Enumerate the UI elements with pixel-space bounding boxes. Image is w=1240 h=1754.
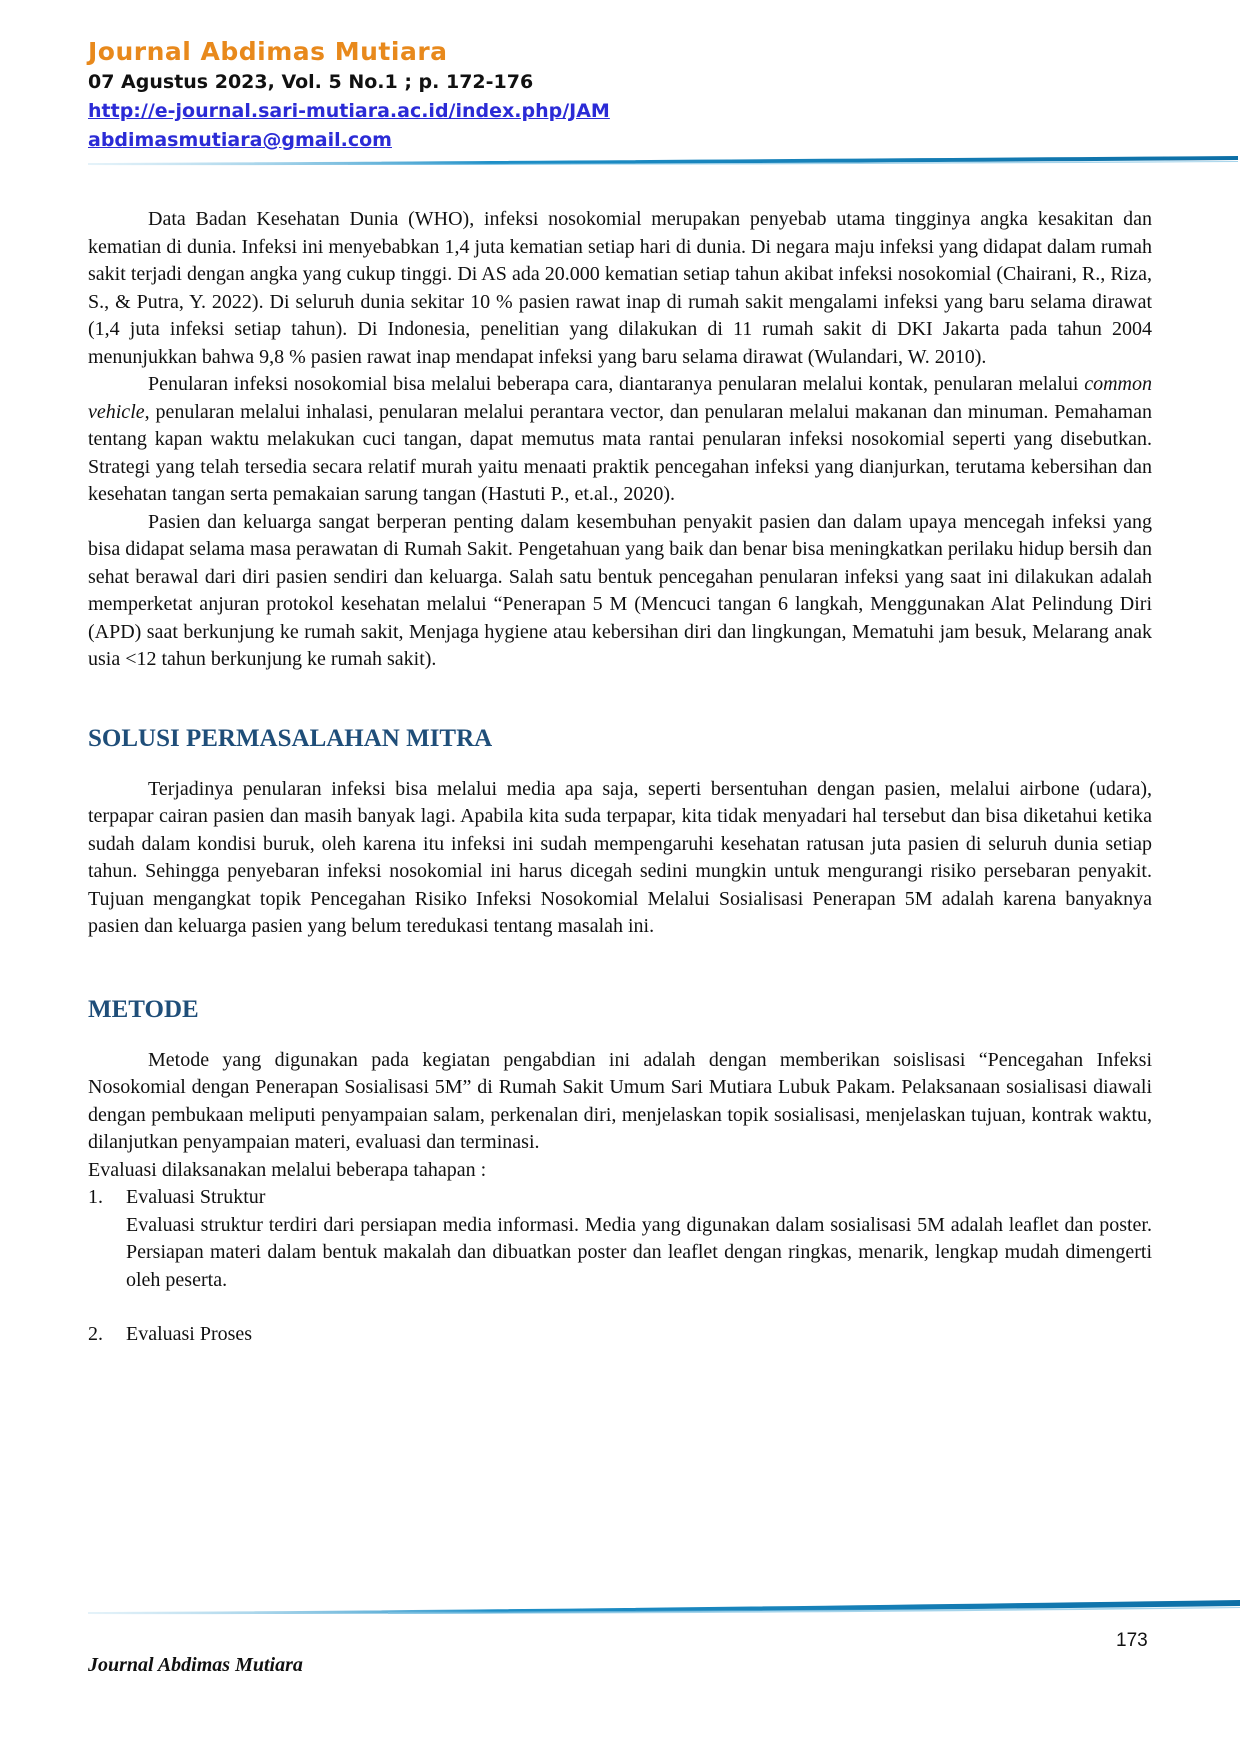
header-divider xyxy=(88,154,1238,172)
list-number: 1. xyxy=(88,1186,103,1208)
article-body xyxy=(88,206,1152,1349)
page-number: 173 xyxy=(1116,1630,1148,1651)
journal-header xyxy=(88,36,1188,155)
paragraph: Penularan infeksi nosokomial bisa melalui beberapa cara, diantaranya penularan melalui kontak, penularan melalui common vehicle, penularan melalui inhalasi, penularan melalui perantara vector, dan penularan melalui makanan dan minuman. Pemahaman tentang kapan waktu melakukan cuci tangan, dapat memutus mata rantai penularan infeksi nosokomial seperti yang disebutkan. Strategi yang telah tersedia secara relatif murah yaitu menaati praktik pencegahan infeksi yang dianjurkan, terutama kebersihan dan kesehatan tangan serta pemakaian sarung tangan (Hastuti P., et.al., 2020). xyxy=(88,373,1152,505)
journal-url-link[interactable]: http://e-journal.sari-mutiara.ac.id/index.php/JAM xyxy=(88,100,610,122)
footer-journal-title: Journal Abdimas Mutiara xyxy=(88,1654,303,1676)
paragraph: Data Badan Kesehatan Dunia (WHO), infeksi nosokomial merupakan penyebab utama tingginya angka kesakitan dan kematian di dunia. Infeksi ini menyebabkan 1,4 juta kematian setiap hari di dunia. Di negara maju infeksi yang didapat dalam rumah sakit terjadi dengan angka yang cukup tinggi. Di AS ada 20.000 kematian setiap tahun akibat infeksi nosokomial (Chairani, R., Riza, S., & Putra, Y. 2022). Di seluruh dunia sekitar 10 % pasien rawat inap di rumah sakit mengalami infeksi yang baru selama dirawat (1,4 juta infeksi setiap tahun). Di Indonesia, penelitian yang dilakukan di 11 rumah sakit di DKI Jakarta pada tahun 2004 menunjukkan bahwa 9,8 % pasien rawat inap mendapat infeksi yang baru selama dirawat (Wulandari, W. 2010). xyxy=(88,208,1152,368)
paragraph: Metode yang digunakan pada kegiatan pengabdian ini adalah dengan memberikan soislisasi “Pencegahan Infeksi Nosokomial dengan Penerapan Sosialisasi 5M” di Rumah Sakit Umum Sari Mutiara Lubuk Pakam. Pelaksanaan sosialisasi diawali dengan pembukaan meliputi penyampaian salam, perkenalan diri, menjelaskan topik sosialisasi, menjelaskan tujuan, kontrak waktu, dilanjutkan penyampaian materi, evaluasi dan terminasi. xyxy=(88,1048,1152,1153)
paragraph: Pasien dan keluarga sangat berperan penting dalam kesembuhan penyakit pasien dan dalam upaya mencegah infeksi yang bisa didapat selama masa perawatan di Rumah Sakit. Pengetahuan yang baik dan benar bisa meningkatkan perilaku hidup bersih dan sehat berawal dari diri pasien sendiri dan keluarga. Salah satu bentuk pencegahan penularan infeksi yang saat ini dilakukan adalah memperketat anjuran protokol kesehatan melalui “Penerapan 5 M (Mencuci tangan 6 langkah, Menggunakan Alat Pelindung Diri (APD) saat berkunjung ke rumah sakit, Menjaga hygiene atau kebersihan diri dan lingkungan, Mematuhi jam besuk, Melarang anak usia <12 tahun berkunjung ke rumah sakit). xyxy=(88,510,1152,670)
footer-divider xyxy=(88,1596,1240,1616)
list-number: 2. xyxy=(88,1323,103,1345)
paragraph: Terjadinya penularan infeksi bisa melalui media apa saja, seperti bersentuhan dengan pasien, melalui airbone (udara), terpapar cairan pasien dan masih banyak lagi. Apabila kita suda terpapar, kita tidak menyadari hal tersebut dan bisa diketahui ketika sudah dalam kondisi buruk, oleh karena itu infeksi ini sudah mempengaruhi kesehatan ratusan juta pasien di seluruh dunia setiap tahun. Sehingga penyebaran infeksi nosokomial ini harus dicegah sedini mungkin untuk mengurangi risiko persebaran penyakit. Tujuan mengangkat topik Pencegahan Risiko Infeksi Nosokomial Melalui Sosialisasi Penerapan 5M adalah karena banyaknya pasien dan keluarga pasien yang belum teredukasi tentang masalah ini. xyxy=(88,777,1152,937)
paragraph: Evaluasi dilaksanakan melalui beberapa tahapan : xyxy=(88,1158,487,1181)
issue-info: 07 Agustus 2023, Vol. 5 No.1 ; p. 172-176 xyxy=(88,71,534,93)
section-heading-solusi: SOLUSI PERMASALAHAN MITRA xyxy=(88,724,493,752)
section-heading-metode: METODE xyxy=(88,995,199,1023)
list-item xyxy=(88,1321,1152,1349)
journal-email-link[interactable]: abdimasmutiara@gmail.com xyxy=(88,129,392,151)
list-item xyxy=(88,1184,1152,1212)
journal-title: Journal Abdimas Mutiara xyxy=(88,37,448,66)
list-item-text: Evaluasi struktur terdiri dari persiapan media informasi. Media yang digunakan dalam sosialisasi 5M adalah leaflet dan poster. Persiapan materi dalam bentuk makalah dan dibuatkan poster dan leaflet dengan ringkas, menarik, lengkap mudah dimengerti oleh peserta. xyxy=(126,1213,1152,1291)
list-title: Evaluasi Proses xyxy=(126,1323,253,1345)
list-title: Evaluasi Struktur xyxy=(126,1186,266,1208)
